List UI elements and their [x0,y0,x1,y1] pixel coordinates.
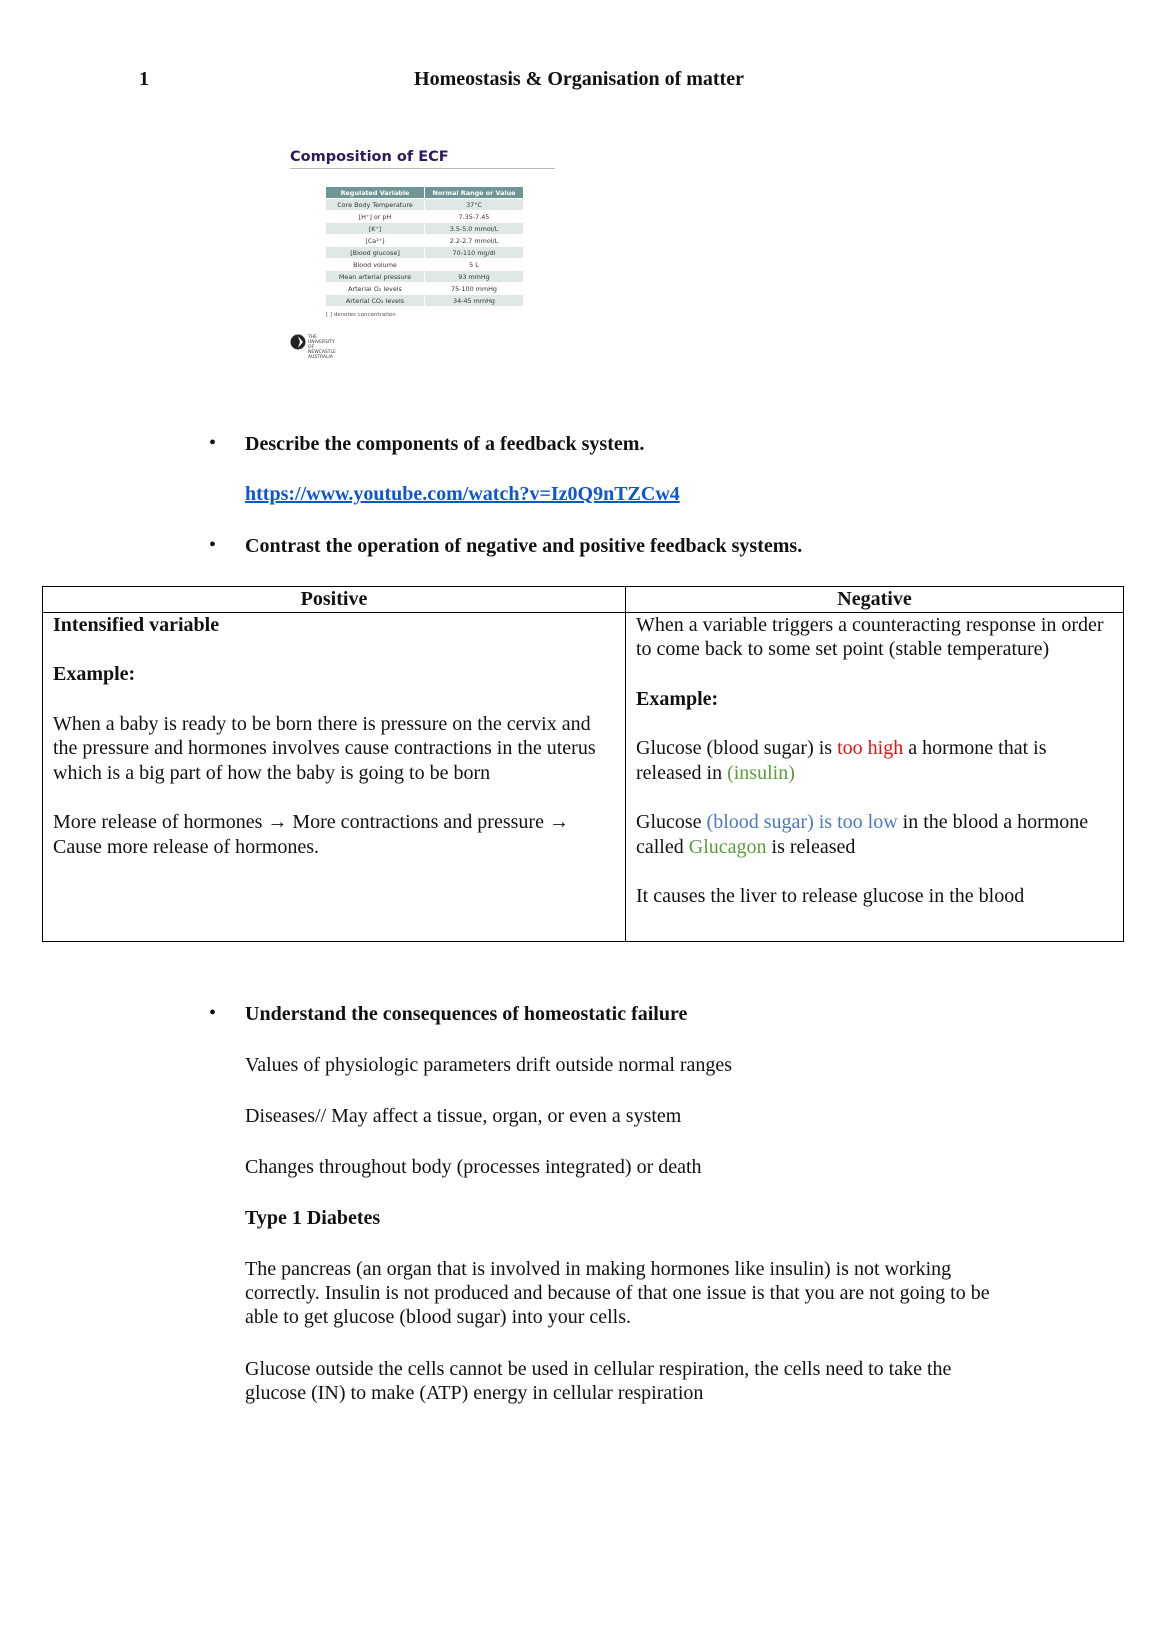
table-row [326,283,524,295]
bullet-icon: • [209,534,217,556]
ecf-value: 70-110 mg/dl [425,247,524,259]
ecf-value: 93 mmHg [425,271,524,283]
negative-cell [626,612,1124,941]
ecf-col-variable: Regulated Variable [326,187,425,199]
table-row [326,235,524,247]
negative-example-low [636,810,1113,859]
ecf-value: 3.5-5.0 mmol/L [425,223,524,235]
negative-example-label: Example: [636,687,719,710]
ecf-value: 7.35-7.45 [425,211,524,223]
university-crest-icon [290,333,308,351]
section-heading-feedback-components: Describe the components of a feedback system. [245,433,645,455]
ecf-variable: Arterial O₂ levels [326,283,425,295]
negative-liver: It causes the liver to release glucose in the blood [636,885,1025,907]
text-span: is released [766,835,856,858]
negative-definition: When a variable triggers a counteracting response in order to come back to some set point (stable temperature) [636,613,1104,660]
logo-text: THE UNIVERSITY OF NEWCASTLE AUSTRALIA [308,335,336,360]
ecf-variable: [H⁺] or pH [326,211,425,223]
negative-header: Negative [626,587,1124,613]
ecf-col-range: Normal Range or Value [425,187,524,199]
table-row [326,259,524,271]
ecf-table [325,186,524,307]
hormone-insulin: (insulin) [727,761,795,784]
positive-header: Positive [43,587,626,613]
ecf-variable: Arterial CO₂ levels [326,295,425,307]
ecf-value: 5 L [425,259,524,271]
positive-definition: Intensified variable [53,613,220,636]
table-row [326,295,524,307]
ecf-variable: [Blood glucose] [326,247,425,259]
table-row [326,271,524,283]
table-row [326,211,524,223]
section-heading-homeostatic-failure: Understand the consequences of homeostatic failure [245,1003,688,1025]
emphasis-too-low: (blood sugar) is too low [706,811,898,833]
positive-example-text: When a baby is ready to be born there is pressure on the cervix and the pressure and hormones involves cause contractions in the uterus which is a big part of how the baby is going to be born [53,712,596,784]
bullet-icon: • [209,1002,217,1024]
ecf-variable: Mean arterial pressure [326,271,425,283]
figure-note: [ ] denotes concentration [326,312,396,318]
diabetes-paragraph-2: Glucose outside the cells cannot be used in cellular respiration, the cells need to take the glucose (IN) to make (ATP) energy in cellular respiration [245,1358,952,1404]
negative-example-high [636,736,1113,785]
failure-line: Changes throughout body (processes integrated) or death [245,1156,702,1178]
page-number: 1 [139,68,149,90]
type1-diabetes-heading: Type 1 Diabetes [245,1207,381,1229]
ecf-variable: [Ca²⁺] [326,235,425,247]
ecf-variable: Core Body Temperature [326,199,425,211]
ecf-value: 34-45 mmHg [425,295,524,307]
ecf-value: 37°C [425,199,524,211]
positive-chain: More release of hormones → More contractions and pressure → Cause more release of hormones. [53,811,569,858]
text-span: Glucose (blood sugar) is [636,737,838,759]
text-span: a hormone that is released in [636,737,1047,784]
diabetes-paragraph-1: The pancreas (an organ that is involved in making hormones like insulin) is not working correctly. Insulin is not produced and because of that one issue is that you are not going to be able to get glucose (blood sugar) into your cells. [245,1258,990,1328]
table-row [326,199,524,211]
text-span: in the blood a hormone called [636,811,1089,858]
positive-cell [43,612,626,941]
bullet-icon: • [209,432,217,454]
figure-title: Composition of ECF [290,149,449,165]
ecf-value: 75-100 mmHg [425,283,524,295]
youtube-link[interactable]: https://www.youtube.com/watch?v=Iz0Q9nTZCw4 [245,483,680,505]
university-logo [290,333,342,360]
failure-line: Values of physiologic parameters drift outside normal ranges [245,1054,733,1076]
ecf-figure [290,145,558,360]
ecf-value: 2.2-2.7 mmol/L [425,235,524,247]
text-span: Glucose [636,811,707,833]
ecf-variable: [K⁺] [326,223,425,235]
figure-divider [290,168,555,169]
table-row [326,223,524,235]
section-heading-contrast: Contrast the operation of negative and positive feedback systems. [245,535,803,557]
page-title: Homeostasis & Organisation of matter [414,68,744,90]
emphasis-too-high: too high [837,737,904,759]
positive-example-label: Example: [53,663,136,685]
failure-line: Diseases// May affect a tissue, organ, or even a system [245,1105,682,1127]
table-row [326,247,524,259]
feedback-comparison-table [42,586,1124,942]
ecf-variable: Blood volume [326,259,425,271]
hormone-glucagon: Glucagon [688,835,767,858]
